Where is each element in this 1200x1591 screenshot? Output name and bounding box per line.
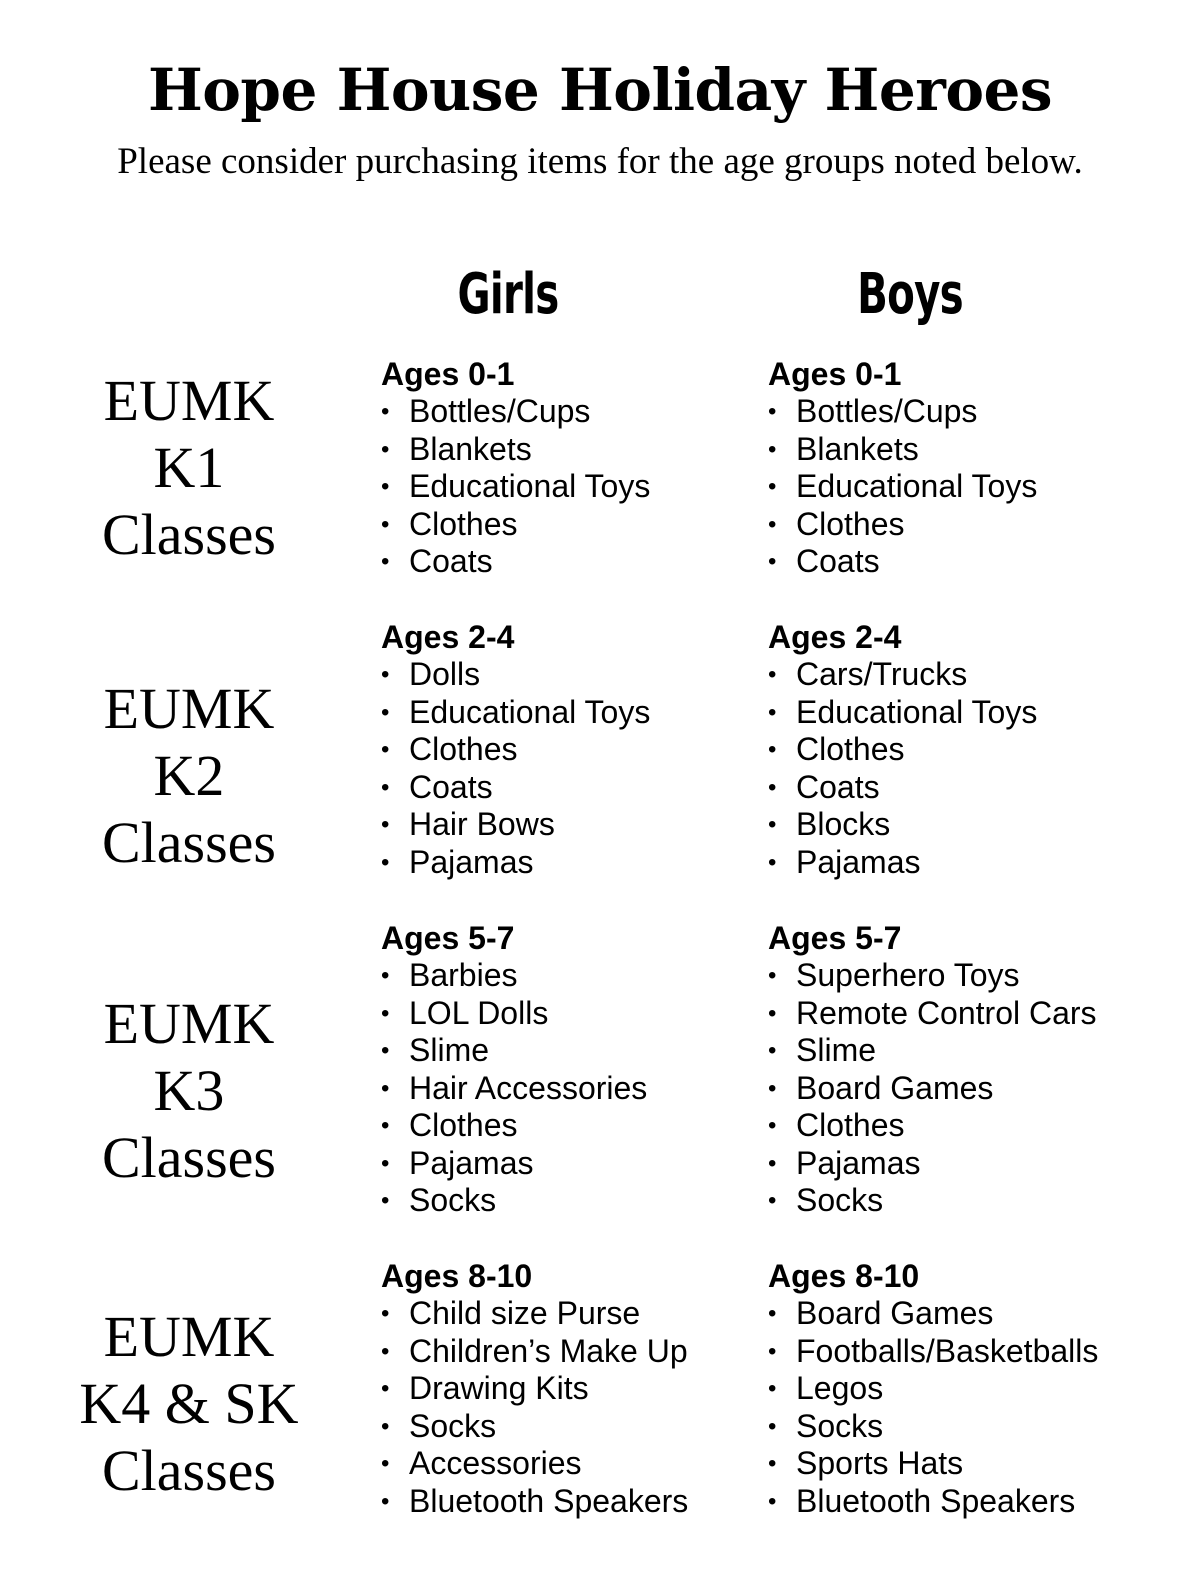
item-list	[768, 656, 1037, 881]
page-title: Hope House Holiday Heroes	[147, 56, 1053, 124]
item-label: Pajamas	[796, 1144, 921, 1181]
list-item	[768, 468, 1037, 506]
item-label: Sports Hats	[796, 1445, 964, 1481]
bullet-icon: •	[381, 698, 390, 726]
class-label-line: Classes	[102, 1438, 276, 1503]
bullet-icon: •	[768, 1337, 777, 1365]
bullet-icon: •	[381, 548, 390, 575]
age-range-heading: Ages 5-7	[768, 920, 902, 956]
girls-group	[381, 919, 647, 1220]
bullet-icon: •	[768, 1149, 777, 1177]
item-label: Educational Toys	[796, 693, 1038, 730]
item-label: Clothes	[796, 731, 905, 767]
bullet-icon: •	[381, 435, 390, 463]
item-list	[768, 1295, 1098, 1520]
list-item	[768, 806, 1037, 844]
item-label: Coats	[409, 768, 493, 805]
age-range-heading: Ages 0-1	[381, 356, 515, 392]
list-item	[768, 1182, 1097, 1220]
bullet-icon: •	[768, 548, 777, 575]
list-item	[381, 995, 647, 1033]
class-label-line: EUMK	[103, 676, 275, 741]
class-label-row-4	[48, 1303, 330, 1504]
item-label: Pajamas	[409, 1144, 534, 1181]
bullet-icon: •	[768, 435, 777, 463]
bullet-icon: •	[768, 736, 777, 763]
item-label: Blocks	[796, 806, 891, 842]
item-list	[768, 393, 1037, 581]
class-label-row-1	[48, 367, 330, 568]
item-list	[381, 656, 650, 881]
bullet-icon: •	[381, 962, 390, 989]
item-label: Socks	[409, 1182, 497, 1218]
list-item	[768, 1032, 1097, 1070]
bullet-icon: •	[768, 773, 777, 801]
list-item	[768, 694, 1037, 732]
item-label: Board Games	[796, 1069, 994, 1106]
bullet-icon: •	[768, 1112, 777, 1139]
list-item	[381, 1445, 688, 1483]
class-label-line: K3	[153, 1058, 225, 1123]
list-item	[381, 431, 650, 469]
list-item	[381, 506, 650, 544]
bullet-icon: •	[381, 736, 390, 763]
bullet-icon: •	[768, 848, 777, 876]
age-range-heading: Ages 5-7	[381, 920, 515, 956]
list-item	[381, 393, 650, 431]
item-label: Remote Control Cars	[796, 994, 1097, 1031]
bullet-icon: •	[768, 1375, 777, 1402]
item-label: Accessories	[409, 1445, 582, 1481]
age-range-heading: Ages 2-4	[381, 619, 515, 655]
bullet-icon: •	[768, 1412, 777, 1440]
list-item	[381, 1483, 688, 1521]
bullet-icon: •	[768, 698, 777, 726]
item-label: Socks	[796, 1407, 884, 1444]
list-item	[381, 1107, 647, 1145]
bullet-icon: •	[381, 1375, 390, 1402]
boys-group	[768, 355, 1037, 581]
bullet-icon: •	[381, 1149, 390, 1177]
bullet-icon: •	[381, 398, 390, 425]
item-label: Bluetooth Speakers	[409, 1482, 689, 1519]
boys-group	[768, 919, 1097, 1220]
class-label-line: EUMK	[103, 368, 275, 433]
list-item	[768, 1333, 1098, 1371]
item-list	[381, 957, 647, 1220]
bullet-icon: •	[768, 510, 777, 538]
list-item	[768, 1145, 1097, 1183]
list-item	[381, 957, 647, 995]
list-item	[768, 1408, 1098, 1446]
item-label: Pajamas	[409, 843, 534, 880]
bullet-icon: •	[381, 1487, 390, 1515]
list-item	[381, 1295, 688, 1333]
item-label: Superhero Toys	[796, 957, 1020, 993]
list-item	[768, 656, 1037, 694]
list-item	[381, 1408, 688, 1446]
item-label: Child size Purse	[409, 1295, 641, 1331]
list-item	[768, 1370, 1098, 1408]
class-label-line: K2	[153, 743, 225, 808]
item-label: Clothes	[796, 1107, 905, 1143]
list-item	[768, 1483, 1098, 1521]
list-item	[768, 769, 1037, 807]
age-range-heading: Ages 0-1	[768, 356, 902, 392]
age-range-heading: Ages 8-10	[768, 1258, 920, 1294]
item-label: Socks	[409, 1407, 497, 1444]
item-list	[381, 393, 650, 581]
girls-column-heading: Girls	[457, 262, 559, 327]
bullet-icon: •	[381, 1300, 390, 1327]
list-item	[381, 1032, 647, 1070]
class-label-line: Classes	[102, 810, 276, 875]
item-label: Clothes	[796, 505, 905, 542]
item-label: Blankets	[409, 430, 532, 467]
item-label: Bluetooth Speakers	[796, 1482, 1076, 1519]
bullet-icon: •	[768, 1450, 777, 1477]
item-label: Pajamas	[796, 843, 921, 880]
list-item	[768, 1070, 1097, 1108]
item-label: Slime	[796, 1032, 877, 1068]
bullet-icon: •	[768, 473, 777, 500]
class-label-line: Classes	[102, 502, 276, 567]
age-range-heading: Ages 8-10	[381, 1258, 533, 1294]
list-item	[381, 769, 650, 807]
list-item	[768, 506, 1037, 544]
bullet-icon: •	[381, 1074, 390, 1102]
item-list	[381, 1295, 688, 1520]
bullet-icon: •	[381, 811, 390, 838]
list-item	[381, 1145, 647, 1183]
bullet-icon: •	[381, 661, 390, 688]
item-label: Board Games	[796, 1295, 994, 1331]
girls-group	[381, 355, 650, 581]
item-label: Educational Toys	[409, 468, 651, 504]
list-item	[381, 1182, 647, 1220]
item-label: Hair Accessories	[409, 1069, 648, 1106]
class-label-line: K1	[153, 435, 225, 500]
list-item	[768, 995, 1097, 1033]
item-label: Footballs/Basketballs	[796, 1332, 1099, 1369]
list-item	[381, 468, 650, 506]
list-item	[768, 1107, 1097, 1145]
list-item	[381, 844, 650, 882]
list-item	[381, 731, 650, 769]
bullet-icon: •	[381, 848, 390, 876]
item-label: Barbies	[409, 957, 518, 993]
class-label-line: EUMK	[103, 1304, 275, 1369]
item-label: Cars/Trucks	[796, 656, 968, 692]
list-item	[768, 844, 1037, 882]
item-list	[768, 957, 1097, 1220]
bullet-icon: •	[768, 398, 777, 425]
item-label: Slime	[409, 1032, 490, 1068]
item-label: Educational Toys	[796, 468, 1038, 504]
list-item	[768, 1295, 1098, 1333]
item-label: Educational Toys	[409, 693, 651, 730]
item-label: Clothes	[409, 731, 518, 767]
item-label: Drawing Kits	[409, 1370, 589, 1406]
bullet-icon: •	[381, 1112, 390, 1139]
list-item	[768, 543, 1037, 581]
list-item	[381, 806, 650, 844]
bullet-icon: •	[381, 473, 390, 500]
item-label: Clothes	[409, 1107, 518, 1143]
boys-group	[768, 1257, 1098, 1520]
item-label: Bottles/Cups	[409, 393, 591, 429]
item-label: Coats	[796, 543, 880, 579]
item-label: Blankets	[796, 430, 919, 467]
bullet-icon: •	[381, 999, 390, 1027]
bullet-icon: •	[768, 999, 777, 1027]
bullet-icon: •	[381, 1187, 390, 1214]
list-item	[381, 1333, 688, 1371]
girls-group	[381, 1257, 688, 1520]
bullet-icon: •	[381, 1450, 390, 1477]
bullet-icon: •	[768, 1074, 777, 1102]
item-label: Coats	[409, 543, 493, 579]
bullet-icon: •	[768, 1187, 777, 1214]
bullet-icon: •	[768, 1300, 777, 1327]
item-label: Children’s Make Up	[409, 1332, 688, 1369]
page-subtitle: Please consider purchasing items for the age groups noted below.	[117, 141, 1083, 182]
list-item	[768, 431, 1037, 469]
item-label: Socks	[796, 1182, 884, 1218]
item-label: Coats	[796, 768, 880, 805]
class-label-line: K4 & SK	[79, 1371, 299, 1436]
list-item	[768, 731, 1037, 769]
list-item	[381, 1370, 688, 1408]
age-range-heading: Ages 2-4	[768, 619, 902, 655]
list-item	[768, 393, 1037, 431]
item-label: Hair Bows	[409, 806, 555, 842]
class-label-line: EUMK	[103, 991, 275, 1056]
bullet-icon: •	[381, 1412, 390, 1440]
class-label-row-3	[48, 990, 330, 1191]
boys-group	[768, 618, 1037, 881]
bullet-icon: •	[768, 1037, 777, 1064]
class-label-row-2	[48, 675, 330, 876]
item-label: Dolls	[409, 656, 481, 692]
list-item	[768, 957, 1097, 995]
item-label: Clothes	[409, 505, 518, 542]
bullet-icon: •	[768, 962, 777, 989]
list-item	[381, 543, 650, 581]
item-label: Bottles/Cups	[796, 393, 978, 429]
list-item	[381, 1070, 647, 1108]
bullet-icon: •	[768, 811, 777, 838]
class-label-line: Classes	[102, 1125, 276, 1190]
bullet-icon: •	[768, 1487, 777, 1515]
bullet-icon: •	[768, 661, 777, 688]
bullet-icon: •	[381, 1037, 390, 1064]
bullet-icon: •	[381, 773, 390, 801]
bullet-icon: •	[381, 1337, 390, 1365]
bullet-icon: •	[381, 510, 390, 538]
item-label: LOL Dolls	[409, 994, 549, 1031]
boys-column-heading: Boys	[857, 262, 963, 327]
list-item	[381, 656, 650, 694]
girls-group	[381, 618, 650, 881]
item-label: Legos	[796, 1370, 884, 1406]
list-item	[768, 1445, 1098, 1483]
list-item	[381, 694, 650, 732]
